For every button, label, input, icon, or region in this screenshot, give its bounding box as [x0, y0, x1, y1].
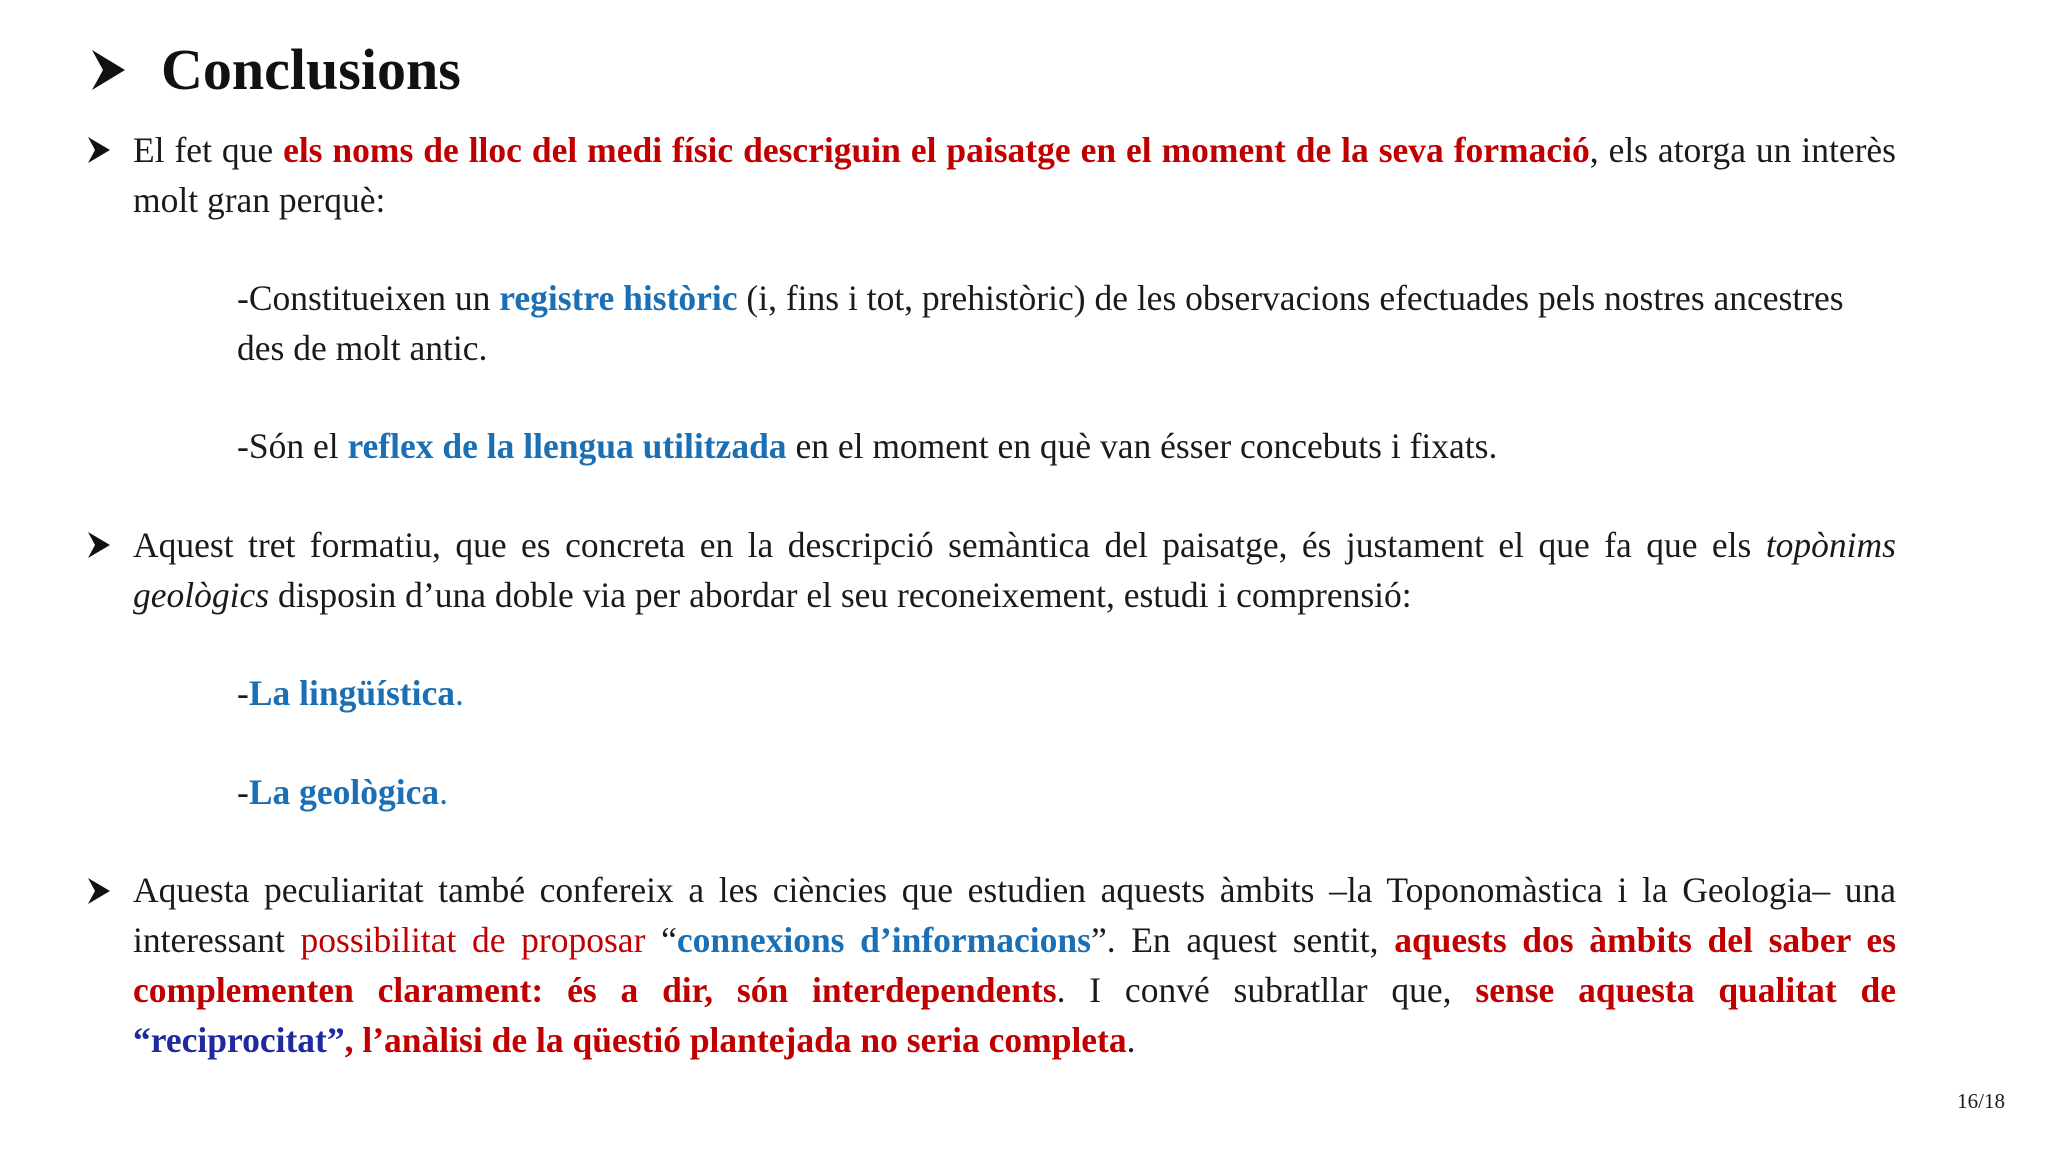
title-arrow-icon	[89, 47, 127, 93]
text: Aquest tret formatiu, que es concreta en la descripció semàntica del paisatge, és justament el que fa que els	[133, 525, 1766, 565]
text: en el moment en què van ésser concebuts i fixats.	[786, 426, 1498, 466]
highlight-text: els noms de lloc del medi físic descriguin el paisatge en el moment de la seva formació	[283, 130, 1590, 170]
highlight-text: registre històric	[499, 278, 738, 318]
bullet-paragraph-1	[133, 125, 1896, 225]
bullet-arrow-icon	[86, 135, 112, 165]
page-number: 16/18	[1957, 1089, 2005, 1113]
text: El fet que	[133, 130, 284, 170]
text: -Són el	[237, 426, 348, 466]
text: ”. En aquest sentit,	[1090, 920, 1395, 960]
highlight-text: “reciprocitat”	[133, 1020, 345, 1060]
highlight-text: , l’anàlisi de la qüestió plantejada no seria completa	[344, 1020, 1127, 1060]
text: .	[1126, 1020, 1136, 1060]
highlight-text: reflex de la llengua utilitzada	[347, 426, 787, 466]
dash: -	[237, 673, 249, 713]
sub-paragraph-1	[237, 273, 1857, 373]
text: disposin d’una doble via per abordar el seu reconeixement, estudi i comprensió:	[269, 575, 1412, 615]
sub-paragraph-2	[237, 421, 1857, 471]
text: “	[645, 920, 677, 960]
period: .	[439, 772, 448, 812]
text: , els atorga un interès molt gran perquè:	[133, 130, 1896, 220]
slide-title: Conclusions	[161, 37, 461, 102]
sub-paragraph-4	[237, 767, 1857, 817]
period: .	[454, 673, 464, 713]
text: Aquesta peculiaritat també confereix a les ciències que estudien aquests àmbits –la Toponomàstica i la Geologia– una interessant	[133, 870, 1896, 960]
dash: -	[237, 772, 249, 812]
text: -Constitueixen un	[237, 278, 500, 318]
highlight-text: sense aquesta qualitat de	[1475, 970, 1897, 1010]
italic-text: topònims geològics	[133, 525, 1896, 615]
bullet-paragraph-3	[133, 865, 1896, 1065]
text: (i, fins i tot, prehistòric) de les observacions efectuades pels nostres ancestres des de molt antic.	[237, 278, 1844, 368]
highlight-text: La lingüística	[248, 673, 455, 713]
bullet-arrow-icon	[86, 530, 112, 560]
highlight-text: aquests dos àmbits del saber es complementen clarament: és a dir, són interdependents	[133, 920, 1897, 1010]
sub-paragraph-3	[237, 668, 1857, 718]
highlight-text: La geològica	[248, 772, 440, 812]
highlight-text: connexions d’informacions	[676, 920, 1091, 960]
text: . I convé subratllar que,	[1056, 970, 1476, 1010]
highlight-text: possibilitat de proposar	[300, 920, 646, 960]
bullet-arrow-icon	[86, 876, 112, 906]
bullet-paragraph-2	[133, 520, 1896, 620]
